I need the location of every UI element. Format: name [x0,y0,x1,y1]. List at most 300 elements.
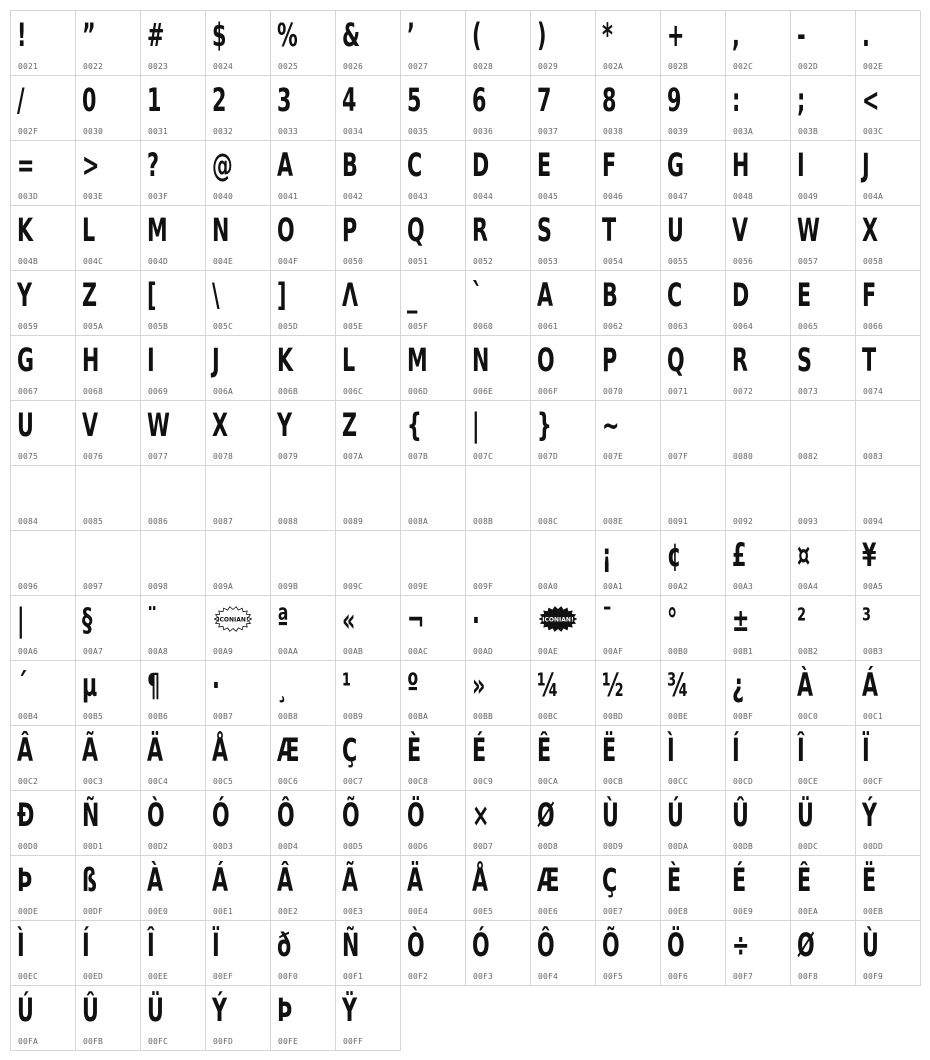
glyph-code: 003B [798,127,819,136]
glyph-cell-00A1 [596,531,661,596]
glyph-code: 008C [538,517,559,526]
glyph-char: T [862,341,877,379]
glyph-char: Ã [82,731,99,769]
glyph-code: 00A4 [798,582,819,591]
glyph-code: 00FF [343,1037,364,1046]
glyph-code: 00C8 [408,777,429,786]
glyph-code: 00DE [18,907,39,916]
glyph-char: Ü [147,991,164,1029]
glyph-code: 00B3 [863,647,884,656]
glyph-code: 0070 [603,387,624,396]
glyph-char: V [732,211,749,249]
glyph-cell-0058 [856,206,921,271]
glyph-cell-0064 [726,271,791,336]
glyph-cell-004C [76,206,141,271]
glyph-char: ª [277,601,289,639]
glyph-code: 00B8 [278,712,299,721]
glyph-code: 00E4 [408,907,429,916]
glyph-code: 00C6 [278,777,299,786]
glyph-code: 0043 [408,192,429,201]
glyph-cell-00A8 [141,596,206,661]
glyph-code: 0037 [538,127,559,136]
glyph-cell-003F [141,141,206,206]
glyph-code: 00AE [538,647,559,656]
glyph-code: 0084 [18,517,39,526]
glyph-char: + [667,16,685,54]
glyph-cell-00FC [141,986,206,1051]
glyph-code: 00FB [83,1037,104,1046]
glyph-cell-0091 [661,466,726,531]
glyph-code: 005D [278,322,299,331]
glyph-char: Z [82,276,98,314]
glyph-code: 0031 [148,127,169,136]
glyph-code: 00ED [83,972,104,981]
glyph-char: ÷ [732,926,750,964]
glyph-cell-004D [141,206,206,271]
glyph-char: Ó [212,796,230,834]
glyph-cell-0046 [596,141,661,206]
glyph-char: E [797,276,812,314]
glyph-cell-00EE [141,921,206,986]
glyph-code: 0035 [408,127,429,136]
glyph-cell-00CD [726,726,791,791]
glyph-code: 00E7 [603,907,624,916]
glyph-cell-0085 [76,466,141,531]
glyph-char: 1 [147,81,162,119]
glyph-code: 0053 [538,257,559,266]
glyph-char: ¥ [862,536,877,574]
glyph-code: 0023 [148,62,169,71]
glyph-code: 002A [603,62,624,71]
glyph-char: M [407,341,428,379]
glyph-cell-0067 [11,336,76,401]
glyph-cell-00E6 [531,856,596,921]
glyph-code: 0076 [83,452,104,461]
glyph-cell-00AC [401,596,466,661]
glyph-char: ¯ [602,601,613,639]
glyph-cell-00F6 [661,921,726,986]
glyph-code: 0088 [278,517,299,526]
glyph-cell-0059 [11,271,76,336]
glyph-cell-0093 [791,466,856,531]
glyph-cell-003B [791,76,856,141]
glyph-cell-0062 [596,271,661,336]
glyph-char: L [82,211,96,249]
glyph-code: 0094 [863,517,884,526]
glyph-code: 005F [408,322,429,331]
glyph-char: M [147,211,168,249]
glyph-cell-0080 [726,401,791,466]
glyph-char: Ø [797,926,815,964]
glyph-cell-006A [206,336,271,401]
glyph-code: 00CD [733,777,754,786]
glyph-char: U [667,211,684,249]
glyph-code: 00EF [213,972,234,981]
glyph-char: ] [277,276,287,314]
badge-text: ICONIAN! [217,616,249,624]
glyph-char: ¾ [667,666,689,704]
glyph-char: 9 [667,81,682,119]
glyph-cell-0060 [466,271,531,336]
glyph-char: B [602,276,618,314]
glyph-char: Ò [407,926,425,964]
glyph-code: 004D [148,257,169,266]
glyph-code: 00B4 [18,712,39,721]
glyph-cell-00E3 [336,856,401,921]
glyph-char: £ [732,536,747,574]
glyph-cell-00DE [11,856,76,921]
glyph-char: Ò [147,796,165,834]
glyph-code: 00A2 [668,582,689,591]
glyph-char: Î [147,926,155,964]
glyph-cell-00F5 [596,921,661,986]
glyph-char: Ý [862,796,878,834]
glyph-char: > [82,146,100,184]
glyph-char: ² [797,601,807,639]
glyph-code: 0059 [18,322,39,331]
glyph-char: J [862,146,870,184]
glyph-char: Z [342,406,358,444]
glyph-char: È [407,731,422,769]
glyph-char: , [732,16,740,54]
glyph-char: Ø [537,796,555,834]
glyph-code: 009A [213,582,234,591]
glyph-code: 0033 [278,127,299,136]
glyph-code: 006D [408,387,429,396]
glyph-char: C [407,146,423,184]
glyph-code: 0046 [603,192,624,201]
glyph-char: W [147,406,170,444]
glyph-char: µ [82,666,98,704]
glyph-code: 00DB [733,842,754,851]
glyph-char: @ [212,146,233,184]
glyph-char: L [342,341,356,379]
glyph-cell-0076 [76,401,141,466]
glyph-code: 006A [213,387,234,396]
glyph-cell-00B6 [141,661,206,726]
glyph-code: 00E0 [148,907,169,916]
glyph-char: Q [667,341,685,379]
glyph-cell-00B0 [661,596,726,661]
glyph-cell-00D2 [141,791,206,856]
glyph-code: 00BD [603,712,624,721]
glyph-code: 0056 [733,257,754,266]
glyph-cell-0084 [11,466,76,531]
glyph-char: Ì [667,731,675,769]
glyph-char: W [797,211,820,249]
glyph-cell-00D4 [271,791,336,856]
glyph-code: 008A [408,517,429,526]
glyph-cell-00B3 [856,596,921,661]
glyph-char: ° [667,601,678,639]
glyph-grid [10,10,920,1051]
glyph-code: 005E [343,322,364,331]
glyph-char: À [147,861,164,899]
glyph-cell-00BE [661,661,726,726]
glyph-cell-00E9 [726,856,791,921]
glyph-char: Ú [17,991,34,1029]
glyph-cell-0070 [596,336,661,401]
glyph-cell-0071 [661,336,726,401]
glyph-char: ) [537,16,547,54]
glyph-cell-0023 [141,11,206,76]
glyph-code: 00F5 [603,972,624,981]
glyph-char: F [602,146,617,184]
glyph-cell-00E1 [206,856,271,921]
glyph-cell-0096 [11,531,76,596]
glyph-cell-0027 [401,11,466,76]
glyph-char: Λ [342,276,359,314]
glyph-code: 00FA [18,1037,39,1046]
glyph-cell-0022 [76,11,141,76]
glyph-cell-002A [596,11,661,76]
glyph-char: 6 [472,81,487,119]
glyph-code: 00BA [408,712,429,721]
glyph-char: · [212,666,220,704]
glyph-cell-007A [336,401,401,466]
glyph-code: 004F [278,257,299,266]
glyph-code: 0082 [798,452,819,461]
glyph-code: 0080 [733,452,754,461]
glyph-char: N [212,211,230,249]
glyph-cell-00D5 [336,791,401,856]
glyph-cell-0098 [141,531,206,596]
glyph-code: 0039 [668,127,689,136]
glyph-char: ½ [602,666,624,704]
glyph-char: Í [732,731,740,769]
glyph-char: Þ [277,991,293,1029]
glyph-code: 0049 [798,192,819,201]
glyph-cell-0057 [791,206,856,271]
glyph-code: 006F [538,387,559,396]
glyph-cell-00A9 [206,596,271,661]
glyph-cell-008B [466,466,531,531]
glyph-char: | [17,601,25,639]
glyph-cell-0074 [856,336,921,401]
glyph-cell-0086 [141,466,206,531]
glyph-code: 009F [473,582,494,591]
glyph-code: 00EB [863,907,884,916]
glyph-cell-00B1 [726,596,791,661]
glyph-code: 00D2 [148,842,169,851]
glyph-char: · [472,601,480,639]
glyph-code: 0022 [83,62,104,71]
glyph-cell-00EB [856,856,921,921]
glyph-cell-0052 [466,206,531,271]
glyph-code: 00A0 [538,582,559,591]
glyph-char: F [862,276,877,314]
glyph-cell-0073 [791,336,856,401]
glyph-code: 005C [213,322,234,331]
glyph-char: Ê [797,861,812,899]
glyph-code: 00DA [668,842,689,851]
glyph-code: 0065 [798,322,819,331]
glyph-code: 0089 [343,517,364,526]
glyph-code: 00B1 [733,647,754,656]
glyph-char: X [862,211,878,249]
glyph-cell-0026 [336,11,401,76]
glyph-code: 00EE [148,972,169,981]
glyph-char: Ä [147,731,164,769]
glyph-code: 0024 [213,62,234,71]
glyph-char: D [472,146,490,184]
glyph-cell-00AB [336,596,401,661]
glyph-cell-00FE [271,986,336,1051]
glyph-char: Q [407,211,425,249]
glyph-code: 009E [408,582,429,591]
glyph-code: 00BC [538,712,559,721]
glyph-char: Õ [342,796,360,834]
glyph-cell-00C1 [856,661,921,726]
glyph-cell-00CC [661,726,726,791]
glyph-cell-00A0 [531,531,596,596]
glyph-code: 00E3 [343,907,364,916]
glyph-cell-0024 [206,11,271,76]
glyph-code: 0025 [278,62,299,71]
glyph-char: Ì [17,926,25,964]
glyph-code: 009B [278,582,299,591]
glyph-cell-00F4 [531,921,596,986]
glyph-cell-0061 [531,271,596,336]
glyph-code: 0062 [603,322,624,331]
glyph-code: 0050 [343,257,364,266]
glyph-cell-00A7 [76,596,141,661]
glyph-cell-006C [336,336,401,401]
glyph-cell-003D [11,141,76,206]
glyph-cell-009A [206,531,271,596]
glyph-char: ¹ [342,666,352,704]
glyph-code: 002F [18,127,39,136]
glyph-char: ¬ [407,601,425,639]
glyph-char: Ö [407,796,425,834]
glyph-code: 003C [863,127,884,136]
glyph-code: 00BF [733,712,754,721]
glyph-code: 0072 [733,387,754,396]
glyph-char: O [537,341,555,379]
glyph-cell-00B7 [206,661,271,726]
glyph-cell-00D6 [401,791,466,856]
glyph-code: 00C1 [863,712,884,721]
glyph-char: ¢ [667,536,682,574]
glyph-cell-0072 [726,336,791,401]
glyph-cell-00A5 [856,531,921,596]
glyph-code: 00CE [798,777,819,786]
glyph-cell-002E [856,11,921,76]
glyph-code: 00D3 [213,842,234,851]
glyph-code: 0079 [278,452,299,461]
badge-text: ICONIAN! [542,616,574,624]
glyph-cell-00A2 [661,531,726,596]
glyph-char: 2 [212,81,227,119]
glyph-cell-00A6 [11,596,76,661]
glyph-code: 00CC [668,777,689,786]
glyph-cell-0089 [336,466,401,531]
glyph-char: À [797,666,814,704]
glyph-cell-0065 [791,271,856,336]
glyph-char: Â [277,861,294,899]
glyph-cell-00FB [76,986,141,1051]
glyph-char: J [212,341,220,379]
glyph-char: U [17,406,34,444]
glyph-cell-0056 [726,206,791,271]
glyph-cell-0077 [141,401,206,466]
glyph-char: Ü [797,796,814,834]
glyph-cell-005F [401,271,466,336]
glyph-char: Û [732,796,749,834]
glyph-code: 004B [18,257,39,266]
glyph-code: 003D [18,192,39,201]
glyph-code: 0021 [18,62,39,71]
glyph-code: 00B7 [213,712,234,721]
glyph-char: | [472,406,480,444]
glyph-code: 00C7 [343,777,364,786]
glyph-char: Å [212,731,229,769]
glyph-cell-0039 [661,76,726,141]
glyph-code: 0041 [278,192,299,201]
glyph-code: 00A7 [83,647,104,656]
glyph-cell-004F [271,206,336,271]
glyph-code: 0030 [83,127,104,136]
glyph-code: 00D5 [343,842,364,851]
glyph-cell-00DB [726,791,791,856]
glyph-char: N [472,341,490,379]
glyph-char: ¼ [537,666,559,704]
glyph-cell-007E [596,401,661,466]
glyph-cell-003E [76,141,141,206]
glyph-cell-00AD [466,596,531,661]
glyph-cell-0041 [271,141,336,206]
glyph-cell-009B [271,531,336,596]
glyph-code: 00D9 [603,842,624,851]
glyph-cell-0032 [206,76,271,141]
glyph-code: 00A3 [733,582,754,591]
glyph-cell-00D0 [11,791,76,856]
glyph-code: 00C0 [798,712,819,721]
glyph-cell-0082 [791,401,856,466]
glyph-code: 006C [343,387,364,396]
glyph-char: Ÿ [342,991,358,1029]
glyph-code: 00F3 [473,972,494,981]
glyph-char: Ú [667,796,684,834]
glyph-char: E [537,146,552,184]
glyph-cell-006B [271,336,336,401]
glyph-cell-00E0 [141,856,206,921]
glyph-cell-00E8 [661,856,726,921]
glyph-code: 007B [408,452,429,461]
glyph-char: Ö [667,926,685,964]
glyph-cell-00EC [11,921,76,986]
glyph-code: 0042 [343,192,364,201]
glyph-cell-002F [11,76,76,141]
glyph-code: 00BE [668,712,689,721]
glyph-cell-00FD [206,986,271,1051]
glyph-cell-0045 [531,141,596,206]
glyph-cell-00F8 [791,921,856,986]
glyph-cell-0055 [661,206,726,271]
glyph-code: 0073 [798,387,819,396]
glyph-char: ~ [602,406,620,444]
glyph-code: 0093 [798,517,819,526]
glyph-code: 00D7 [473,842,494,851]
glyph-char: Ñ [82,796,100,834]
glyph-char: É [732,861,747,899]
glyph-char: X [212,406,228,444]
glyph-code: 003E [83,192,104,201]
glyph-cell-00CA [531,726,596,791]
glyph-cell-00C7 [336,726,401,791]
glyph-code: 00F2 [408,972,429,981]
glyph-cell-0083 [856,401,921,466]
